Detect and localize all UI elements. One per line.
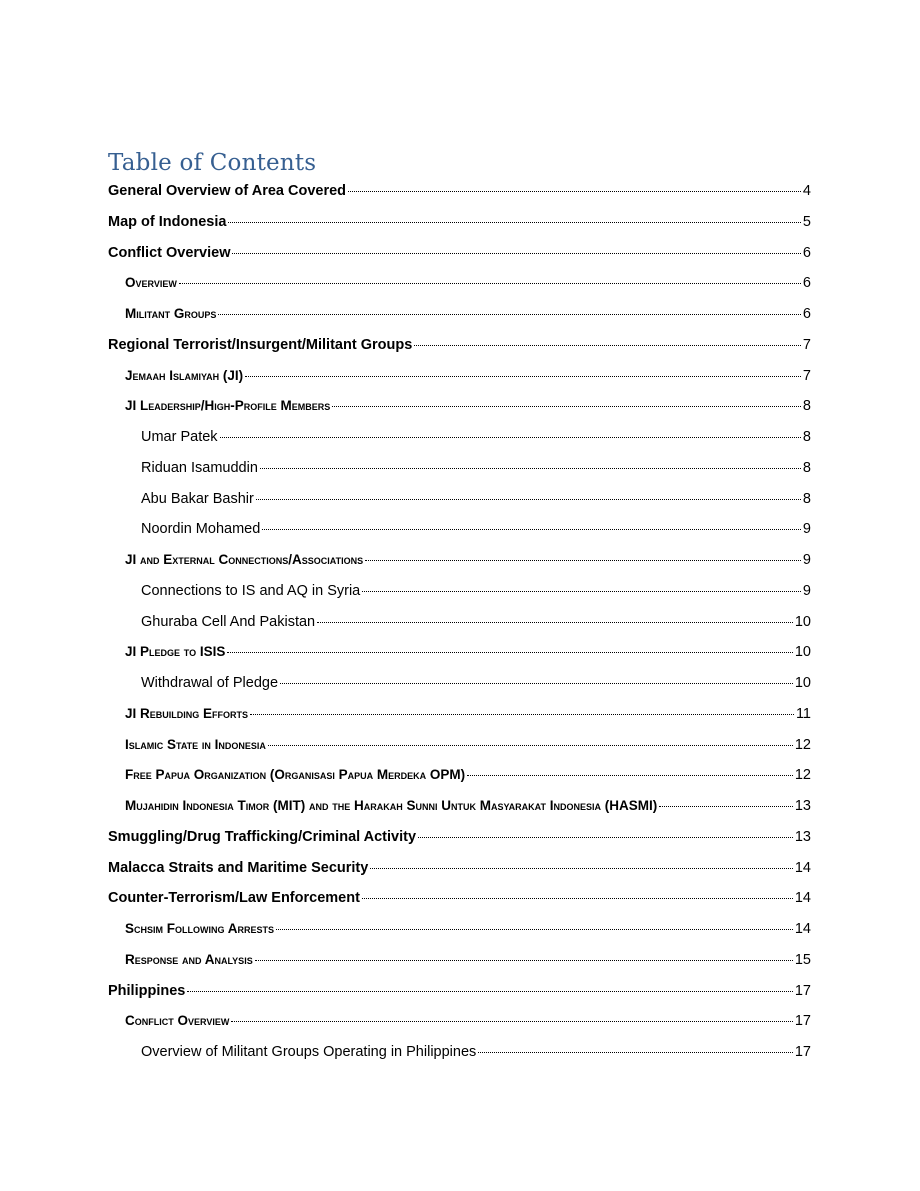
toc-entry-label[interactable]: Smuggling/Drug Trafficking/Criminal Activity [108, 828, 417, 845]
dot-leader [228, 221, 801, 223]
toc-entry-label[interactable]: JI Rebuilding Efforts [125, 705, 249, 721]
toc-entry-label[interactable]: Philippines [108, 982, 186, 999]
toc-entry-label[interactable]: Noordin Mohamed [141, 521, 261, 538]
toc-entry[interactable] [108, 238, 811, 269]
dot-leader [262, 528, 801, 530]
dot-leader [245, 375, 801, 377]
dot-leader [250, 713, 794, 715]
dot-leader [227, 651, 792, 653]
dot-leader [280, 682, 793, 684]
dot-leader [418, 836, 793, 838]
toc-entry[interactable] [108, 945, 811, 976]
dot-leader [478, 1051, 793, 1053]
dot-leader [179, 282, 801, 284]
toc-entry-page-number[interactable]: 10 [794, 613, 811, 630]
toc-entry-page-number[interactable]: 9 [802, 521, 811, 538]
toc-entry[interactable] [108, 976, 811, 1007]
toc-entry-label[interactable]: Malacca Straits and Maritime Security [108, 859, 369, 876]
toc-entry-page-number[interactable]: 14 [794, 890, 811, 907]
toc-entry[interactable] [108, 268, 811, 299]
toc-entry[interactable] [108, 822, 811, 853]
toc-entry-page-number[interactable]: 8 [802, 490, 811, 507]
toc-entry-label[interactable]: JI Leadership/High-Profile Members [125, 398, 331, 414]
toc-entry[interactable] [108, 514, 811, 545]
toc-entry[interactable] [108, 883, 811, 914]
toc-entry-label[interactable]: Riduan Isamuddin [141, 459, 258, 476]
toc-entry[interactable] [108, 668, 811, 699]
dot-leader [218, 313, 801, 315]
toc-entry[interactable] [108, 699, 811, 730]
toc-entry-label[interactable]: General Overview of Area Covered [108, 183, 347, 199]
dot-leader [365, 559, 801, 561]
toc-entry[interactable] [108, 637, 811, 668]
toc-entry-page-number[interactable]: 13 [794, 828, 811, 845]
toc-entry-label[interactable]: Mujahidin Indonesia Timor (MIT) and the Harakah Sunni Untuk Masyarakat Indonesia (HASMI) [125, 798, 658, 813]
toc-entry[interactable] [108, 299, 811, 330]
toc-entry-page-number[interactable]: 6 [802, 306, 811, 322]
dot-leader [332, 405, 801, 407]
toc-entry[interactable] [108, 422, 811, 453]
toc-entry[interactable] [108, 545, 811, 576]
dot-leader [362, 897, 793, 899]
toc-entry-label[interactable]: Overview [125, 275, 177, 291]
toc-entry-label[interactable]: Withdrawal of Pledge [141, 675, 279, 691]
toc-entry-page-number[interactable]: 7 [802, 336, 811, 353]
toc-entry-page-number[interactable]: 14 [794, 859, 811, 876]
toc-entry-label[interactable]: Map of Indonesia [108, 213, 227, 230]
toc-entry-page-number[interactable]: 14 [794, 921, 811, 937]
toc-entry[interactable] [108, 361, 811, 392]
toc-entry-label[interactable]: Abu Bakar Bashir [141, 490, 254, 507]
toc-entry-page-number[interactable]: 9 [802, 582, 811, 599]
toc-entry-label[interactable]: Response and Analysis [125, 951, 253, 967]
dot-leader [260, 467, 801, 469]
dot-leader [362, 590, 801, 592]
toc-entry-label[interactable]: Counter-Terrorism/Law Enforcement [108, 890, 360, 907]
toc-entry-label[interactable]: Conflict Overview [108, 244, 231, 261]
toc-entry-label[interactable]: Ghuraba Cell And Pakistan [141, 613, 316, 630]
toc-entry-page-number[interactable]: 8 [802, 459, 811, 476]
dot-leader [187, 990, 793, 992]
toc-entry[interactable] [108, 1006, 811, 1037]
toc-entry[interactable] [108, 576, 811, 607]
toc-entry-page-number[interactable]: 6 [802, 275, 811, 292]
toc-entry[interactable] [108, 330, 811, 361]
toc-entry-page-number[interactable]: 13 [794, 798, 811, 814]
toc-entry-page-number[interactable]: 12 [794, 767, 811, 784]
toc-entry-page-number[interactable]: 17 [794, 1044, 811, 1060]
toc-entry-label[interactable]: Schsim Following Arrests [125, 921, 274, 936]
toc-entry-page-number[interactable]: 17 [794, 1013, 811, 1030]
toc-entry[interactable] [108, 730, 811, 761]
toc-entry[interactable] [108, 760, 811, 791]
toc-entry-page-number[interactable]: 10 [794, 644, 811, 661]
dot-leader [276, 928, 793, 930]
dot-leader [231, 1020, 793, 1022]
toc-entry[interactable] [108, 853, 811, 884]
toc-entry-page-number[interactable]: 8 [802, 398, 811, 415]
toc-entry-page-number[interactable]: 6 [802, 244, 811, 261]
dot-leader [256, 498, 801, 500]
toc-entry-label[interactable]: Connections to IS and AQ in Syria [141, 582, 361, 599]
toc-entry-page-number[interactable]: 17 [794, 982, 811, 999]
toc-entry-page-number[interactable]: 4 [802, 183, 811, 199]
toc-entry[interactable] [108, 453, 811, 484]
dot-leader [659, 805, 793, 807]
toc-entry-label[interactable]: Regional Terrorist/Insurgent/Militant Groups [108, 336, 413, 353]
toc-entry-page-number[interactable]: 8 [802, 429, 811, 445]
toc-entry[interactable] [108, 207, 811, 238]
toc-entry-page-number[interactable]: 9 [802, 552, 811, 568]
toc-entry-label[interactable]: Overview of Militant Groups Operating in Philippines [141, 1044, 477, 1060]
toc-entry-label[interactable]: Free Papua Organization (Organisasi Papua Merdeka OPM) [125, 767, 466, 783]
toc-entry-page-number[interactable]: 12 [794, 736, 811, 753]
toc-entry[interactable] [108, 791, 811, 822]
toc-entry-label[interactable]: Umar Patek [141, 429, 218, 445]
toc-entry[interactable] [108, 176, 811, 207]
toc-entry[interactable] [108, 391, 811, 422]
toc-entry[interactable] [108, 484, 811, 515]
dot-leader [467, 774, 793, 776]
dot-leader [317, 621, 793, 623]
dot-leader [414, 344, 801, 346]
toc-entry-page-number[interactable]: 11 [795, 705, 811, 722]
dot-leader [348, 190, 801, 192]
page-title: Table of Contents [108, 150, 317, 176]
toc-entry-page-number[interactable]: 7 [802, 367, 811, 384]
toc-entry[interactable] [108, 914, 811, 945]
dot-leader [268, 744, 793, 746]
toc-list [108, 176, 811, 1068]
toc-entry-page-number[interactable]: 5 [802, 213, 811, 230]
toc-entry-label[interactable]: JI and External Connections/Associations [125, 552, 364, 567]
toc-entry-label[interactable]: JI Pledge to ISIS [125, 644, 226, 660]
toc-entry-label[interactable]: Militant Groups [125, 306, 217, 321]
dot-leader [370, 867, 793, 869]
dot-leader [232, 252, 800, 254]
toc-entry-label[interactable]: Islamic State in Indonesia [125, 736, 266, 752]
toc-entry-page-number[interactable]: 10 [794, 675, 811, 691]
toc-entry-label[interactable]: Jemaah Islamiyah (JI) [125, 367, 244, 383]
toc-entry-page-number[interactable]: 15 [794, 951, 811, 968]
toc-entry[interactable] [108, 1037, 811, 1068]
toc-entry-label[interactable]: Conflict Overview [125, 1013, 230, 1029]
toc-entry[interactable] [108, 607, 811, 638]
dot-leader [255, 959, 793, 961]
dot-leader [220, 436, 801, 438]
